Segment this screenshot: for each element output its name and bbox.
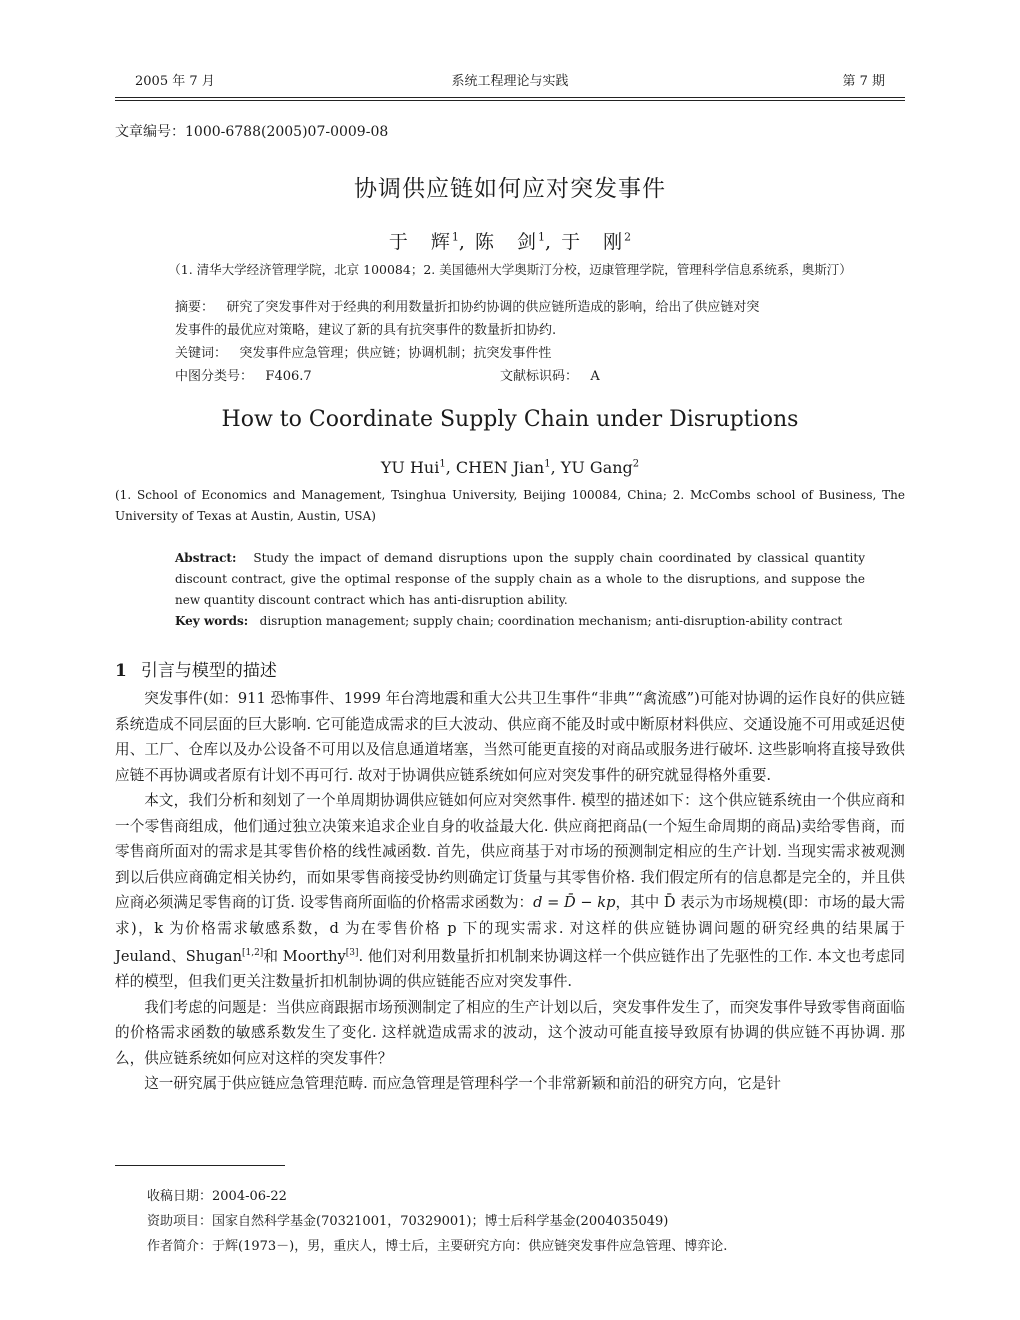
footnote-rule — [115, 1165, 285, 1166]
author-name: YU Gang — [560, 458, 633, 477]
abstract-chinese — [175, 296, 865, 388]
article-number: 文章编号：1000-6788(2005)07-0009-08 — [115, 124, 389, 140]
citation: [3] — [345, 948, 359, 958]
keywords-label: 关键词： — [175, 346, 228, 361]
author-affil-mark: 2 — [632, 458, 640, 470]
citation: [1,2] — [241, 948, 264, 958]
author-name: CHEN Jian — [455, 458, 545, 477]
author-name: YU Hui — [380, 458, 440, 477]
equation: d = D̄ − kp — [533, 894, 616, 911]
footnote-funding: 资助项目：国家自然科学基金(70321001，70329001)；博士后科学基金(2004035049) — [147, 1214, 669, 1229]
author-affil-mark: 1 — [451, 230, 459, 244]
header-rule-bottom — [115, 100, 905, 101]
author-name: 陈 剑 — [474, 231, 538, 253]
keywords-en-label: Key words: — [175, 614, 249, 628]
authors-english: YU Hui$^1$, CHEN Jian$^1$, YU Gang$^2$ — [380, 458, 640, 477]
header-rule-top — [115, 97, 905, 98]
paragraph: 突发事件(如：911 恐怖事件、1999 年台湾地震和重大公共卫生事件“非典”“禽流感”)可能对协调的运作良好的供应链系统造成不同层面的巨大影响. 它可能造成需求的巨大波动、供应商不能及时或中断原材料供应、交通设施不可用或延迟使用、工厂、仓库以及办公设备不可用以及信息通道堵塞，当然可能更直接的对商品或服务进行破坏. 这些影响将直接导致供应链不再协调或者原有计划不再可行. 故对于协调供应链系统如何应对突发事件的研究就显得格外重要. — [115, 690, 905, 784]
paragraph: 我们考虑的问题是：当供应商跟据市场预测制定了相应的生产计划以后，突发事件发生了，而突发事件导致零售商面临的价格需求函数的敏感系数发生了变化. 这样就造成需求的波动，这个波动可能直接导致原有协调的供应链不再协调. 那么，供应链系统如何应对这样的突发事件？ — [115, 998, 905, 1067]
abstract-english — [175, 548, 865, 632]
running-header — [115, 70, 905, 90]
abstract-en-text: Study the impact of demand disruptions upon the supply chain coordinated by classical quantity discount contract, give the optimal response of the supply chain as a whole to the disruptions, and suppose the new quantity discount contract which has anti-disruption ability. — [175, 551, 865, 607]
paragraph-text: ，其中 D̄ 表示为市场规模(即：市场的最大需求)，k 为价格需求敏感系数，d 为在零售价格 p 下的现实需求. 对这样的供应链协调问题的研究经典的结果属于 Jeuland、Shugan — [115, 894, 905, 965]
paragraph: 这一研究属于供应链应急管理范畴. 而应急管理是管理科学一个非常新颖和前沿的研究方向，它是针 — [144, 1075, 782, 1093]
affiliation-chinese: （1. 清华大学经济管理学院，北京 100084；2. 美国德州大学奥斯汀分校，迈康管理学院，管理科学信息系统系，奥斯汀） — [168, 262, 852, 277]
author-affil-mark: 1 — [544, 458, 551, 470]
body-text — [115, 686, 905, 1097]
author-name: 于 刚 — [561, 231, 625, 253]
classification-label: 中图分类号： — [175, 369, 254, 384]
abstract-text-line1: 研究了突发事件对于经典的利用数量折扣协约协调的供应链所造成的影响，给出了供应链对突 — [226, 300, 760, 315]
header-issue: 第 7 期 — [842, 74, 885, 89]
author-name: 于 辉 — [388, 231, 452, 253]
doc-code-label: 文献标识码： — [499, 369, 578, 384]
title-english: How to Coordinate Supply Chain under Disruptions — [221, 407, 799, 432]
keywords-en-text: disruption management; supply chain; coordination mechanism; anti-disruption-ability contract — [259, 614, 843, 628]
abstract-text-line2: 发事件的最优应对策略，建议了新的具有抗突事件的数量折扣协约. — [175, 323, 557, 338]
author-affil-mark: 1 — [439, 458, 446, 470]
header-journal: 系统工程理论与实践 — [451, 74, 569, 89]
keywords-text: 突发事件应急管理；供应链；协调机制；抗突发事件性 — [239, 346, 552, 361]
paragraph — [115, 788, 905, 995]
footnote-received: 收稿日期：2004-06-22 — [147, 1189, 287, 1204]
section-number: 1 — [115, 661, 127, 681]
section-heading — [115, 656, 277, 681]
header-date: 2005 年 7 月 — [135, 74, 215, 89]
paragraph-text: 和 Moorthy — [263, 947, 346, 965]
footnote-author: 作者简介：于辉(1973－)，男，重庆人，博士后，主要研究方向：供应链突发事件应急管理、博弈论. — [147, 1239, 728, 1254]
author-affil-mark: 1 — [538, 230, 545, 244]
doc-code: A — [590, 369, 600, 384]
section-title: 引言与模型的描述 — [140, 661, 277, 681]
classification-code: F406.7 — [265, 369, 312, 384]
author-affil-mark: 2 — [624, 230, 632, 244]
paragraph-text: . 他们对利用数量折扣机制来协调这样一个供应链作出了先驱性的工作. 本文也考虑同样的模型，但我们更关注数量折扣机制协调的供应链能否应对突发事件. — [115, 947, 906, 991]
abstract-en-label: Abstract: — [175, 551, 237, 565]
paragraph-text: 本文，我们分析和刻划了一个单周期协调供应链如何应对突然事件. 模型的描述如下：这个供应链系统由一个供应商和一个零售商组成，他们通过独立决策来追求企业自身的收益最大化. 供应商把商品(一个短生命周期的商品)卖给零售商，而零售商所面对的需求是其零售价格的线性减函数. 首先，供应商基于对市场的预测制定相应的生产计划. 当现实需求被观测到以后供应商确定相关协约，而如果零售商接受协约则确定订货量与其零售价格. 我们假定所有的信息都是完全的，并且供应商必须满足零售商的订货. 设零售商所面临的价格需求函数为： — [115, 792, 905, 911]
abstract-label: 摘要： — [175, 300, 215, 315]
authors-chinese: 于 辉$^1$, 陈 剑$^1$, 于 刚$^2$ — [388, 230, 632, 253]
affiliation-english: (1. School of Economics and Management, Tsinghua University, Beijing 100084, China; 2. McCombs school of Business, The University of Texas at Austin, Austin, USA) — [115, 488, 905, 523]
title-chinese: 协调供应链如何应对突发事件 — [354, 176, 666, 202]
